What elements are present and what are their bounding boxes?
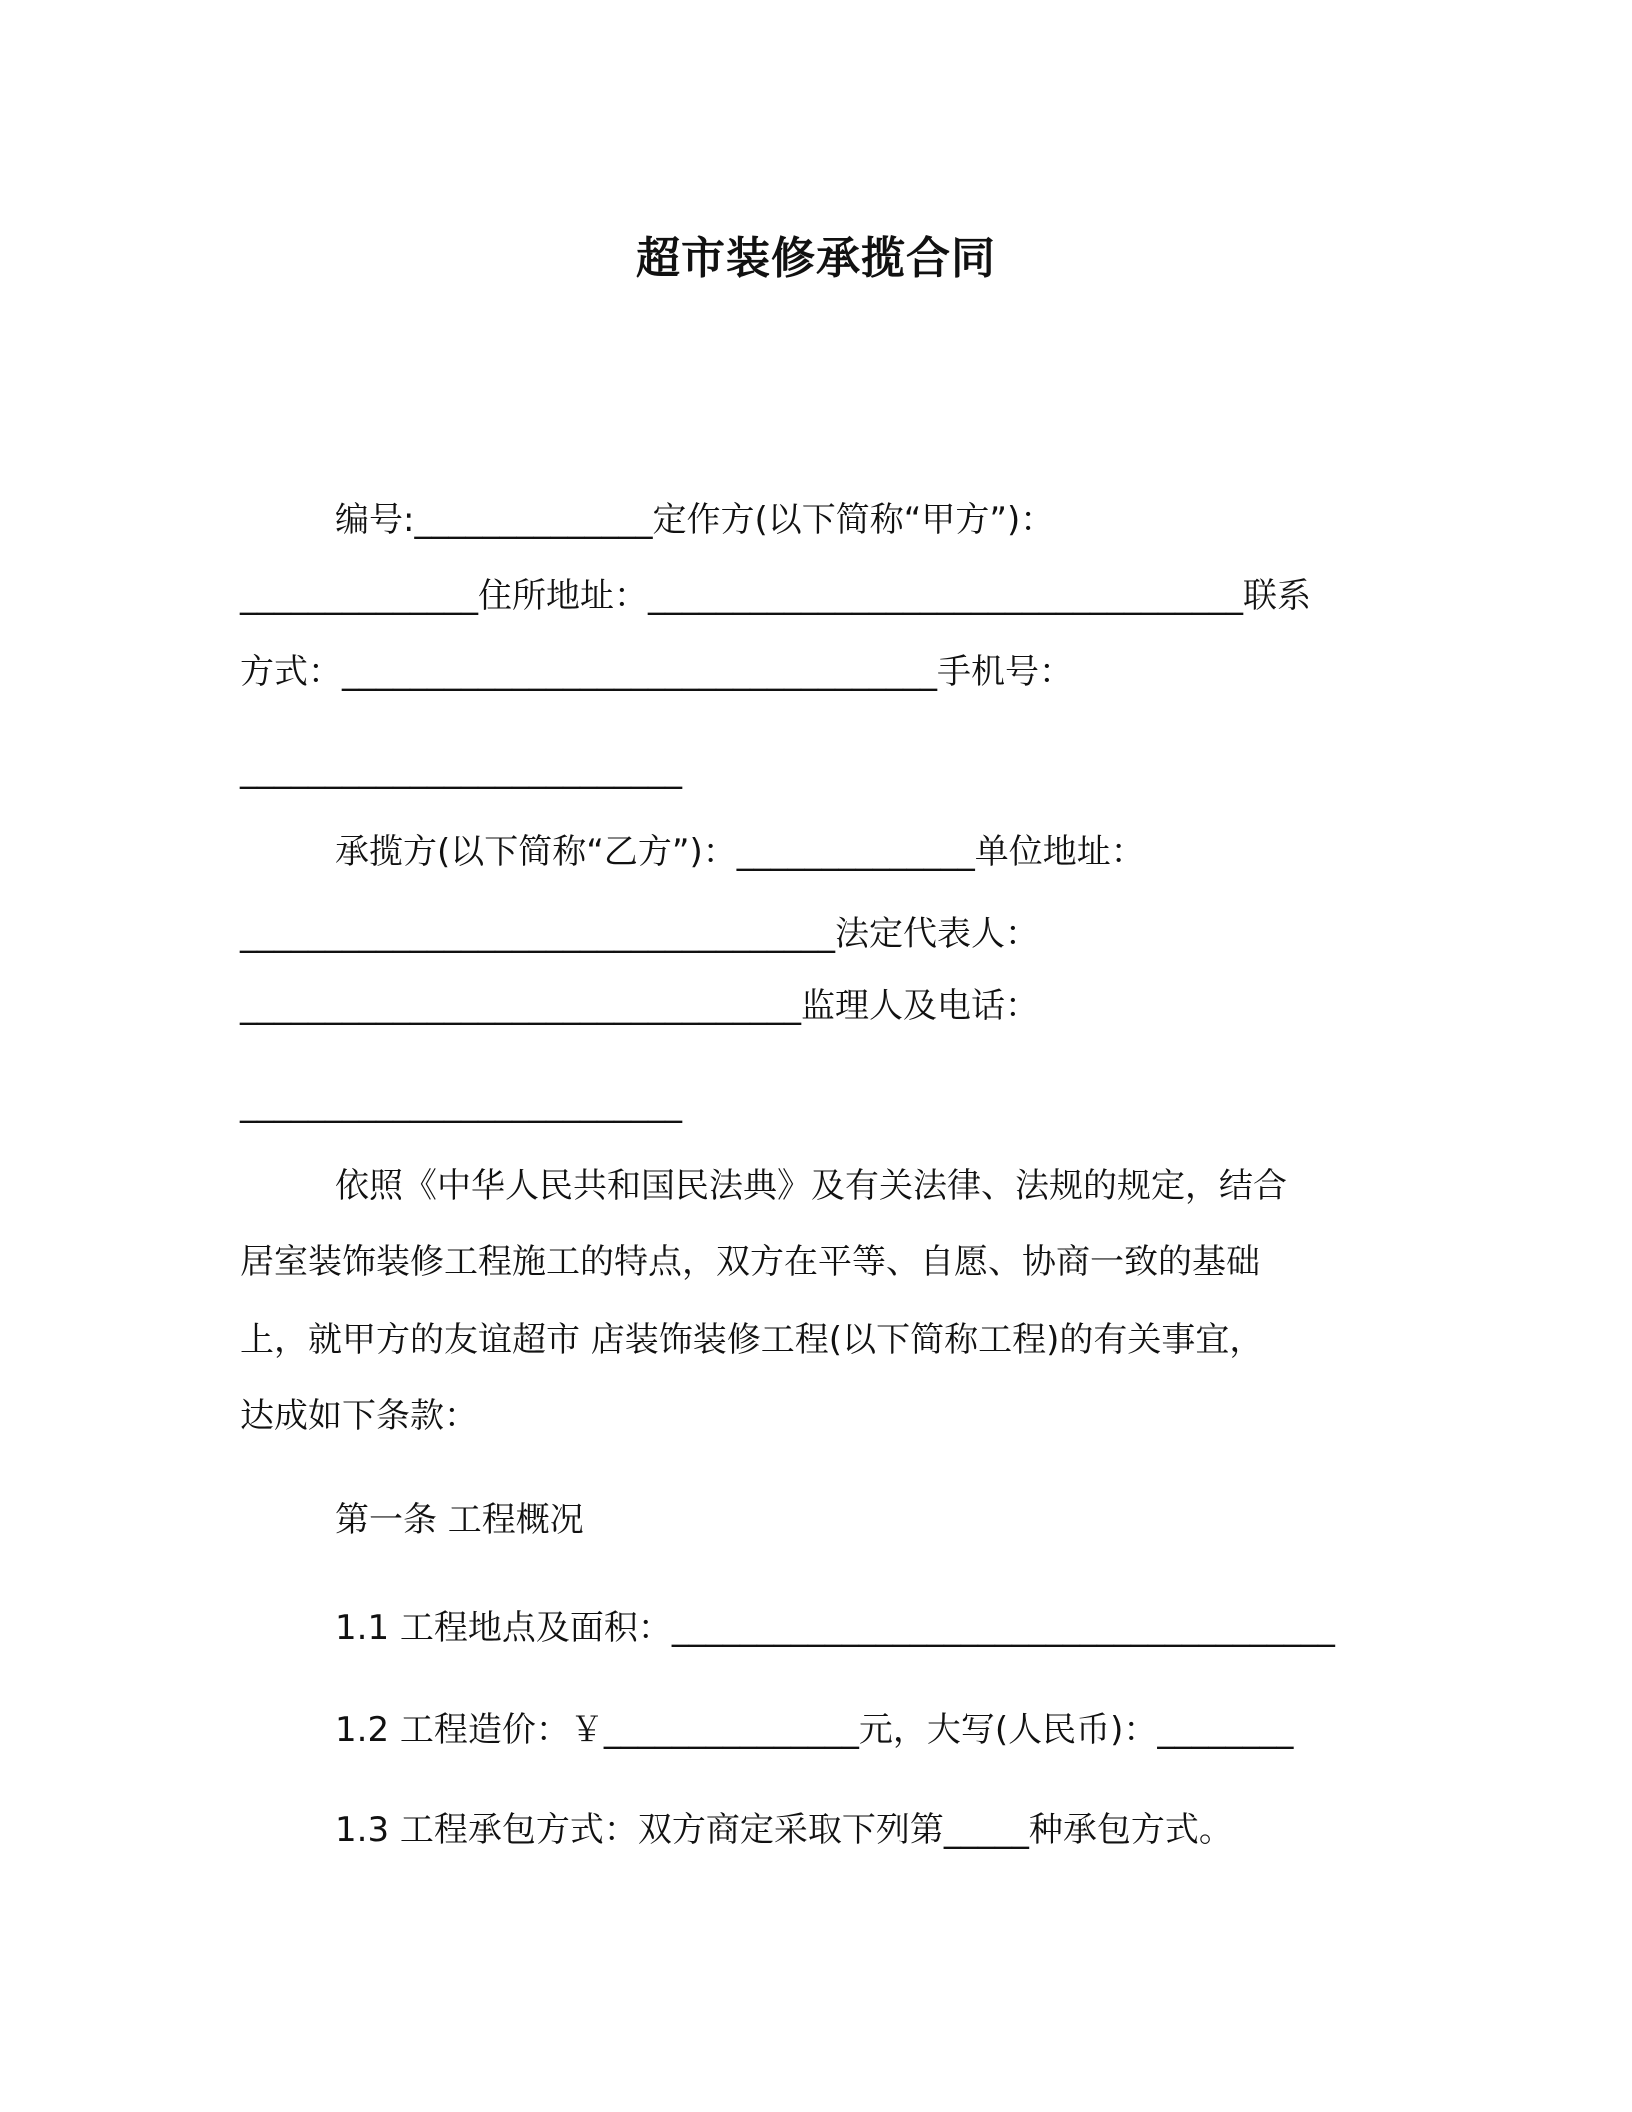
- clause-1-3: 1.3 工程承包方式：双方商定采取下列第_____种承包方式。: [335, 1810, 1233, 1850]
- party-b-phone-blank: __________________________: [240, 1084, 682, 1124]
- party-b-line: 承揽方(以下简称“乙方”)：______________单位地址：: [335, 832, 1145, 872]
- party-b-supervisor-line: _________________________________监理人及电话：: [240, 986, 1039, 1026]
- clause-1-1: 1.1 工程地点及面积：_______________________________________: [335, 1608, 1335, 1648]
- party-a-mobile-blank: __________________________: [240, 750, 682, 790]
- contract-number-line: 编号:______________定作方(以下简称“甲方”)：: [335, 500, 1055, 540]
- clause-1-2: 1.2 工程造价：￥_______________元，大写(人民币)：________: [335, 1710, 1294, 1750]
- preamble-line-3: 上，就甲方的友谊超市 店装饰装修工程(以下简称工程)的有关事宜，: [240, 1320, 1264, 1360]
- party-a-contact-line: 方式：___________________________________手机号：: [240, 652, 1073, 692]
- document-title: 超市装修承揽合同: [636, 233, 996, 284]
- preamble-line-4: 达成如下条款：: [240, 1396, 478, 1436]
- party-a-address-line: ______________住所地址：___________________________________联系: [240, 576, 1311, 616]
- party-b-legal-rep-line: ___________________________________法定代表人：: [240, 914, 1039, 954]
- article-1-heading: 第一条 工程概况: [335, 1500, 584, 1540]
- preamble-line-2: 居室装饰装修工程施工的特点，双方在平等、自愿、协商一致的基础: [240, 1242, 1260, 1282]
- preamble-line-1: 依照《中华人民共和国民法典》及有关法律、法规的规定，结合: [335, 1166, 1287, 1206]
